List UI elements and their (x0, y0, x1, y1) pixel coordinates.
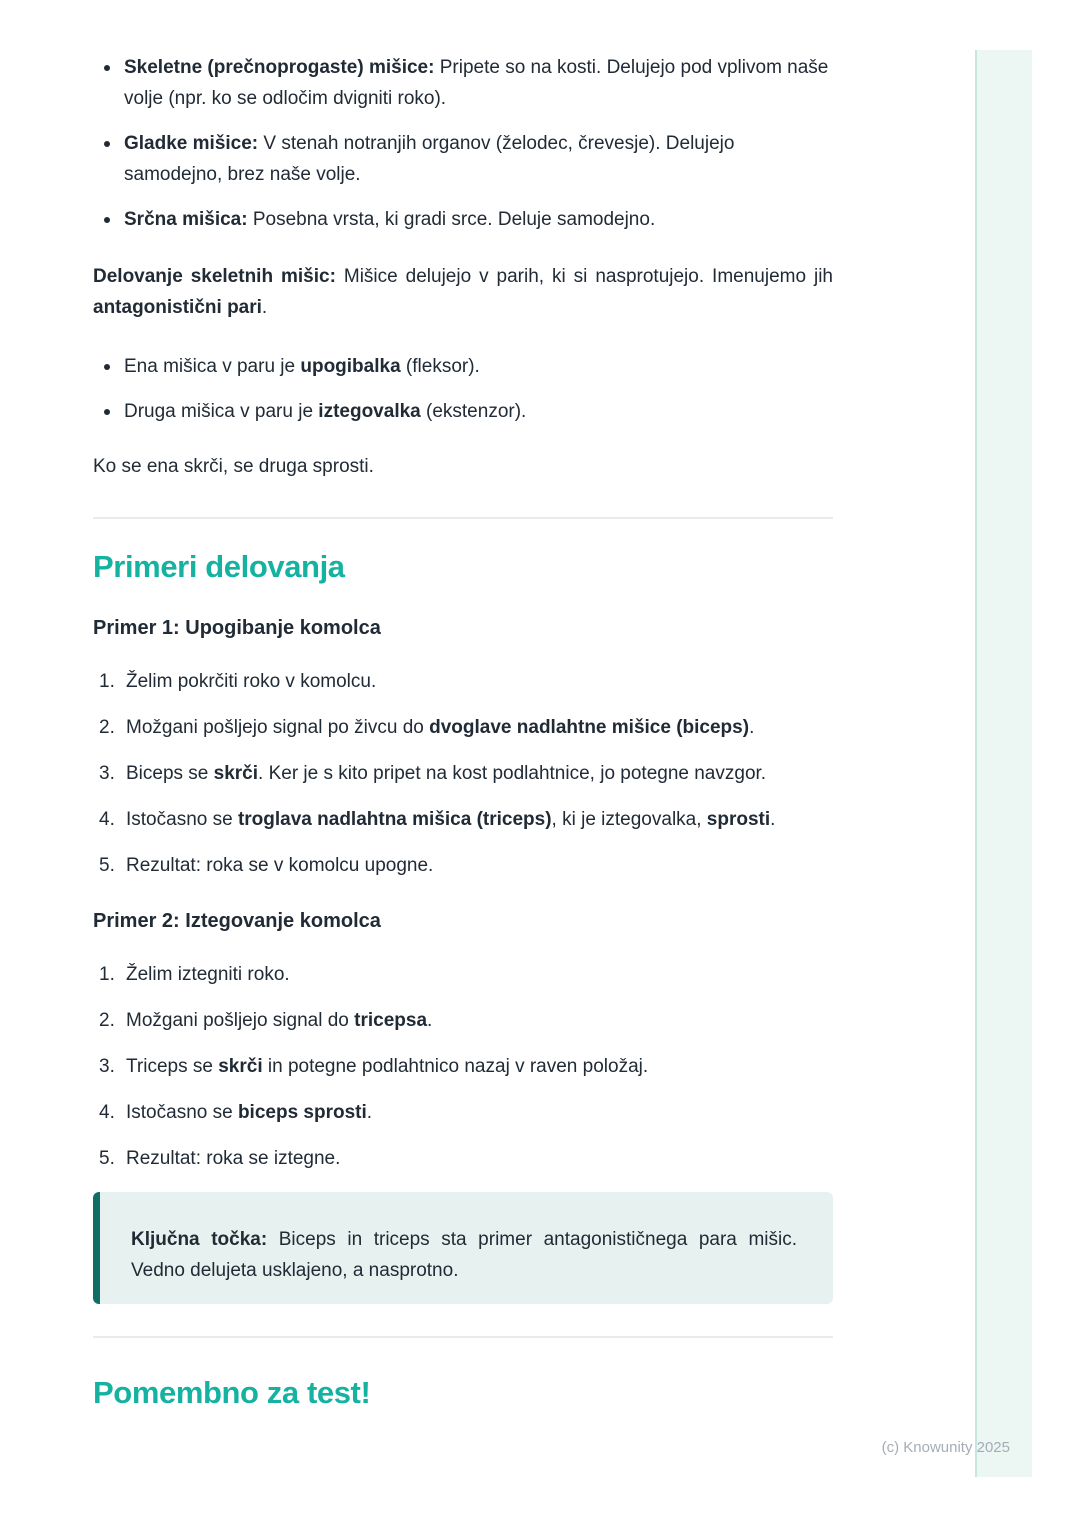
step-item (93, 712, 833, 743)
example2-steps (93, 959, 833, 1174)
list-item-smooth-muscles (93, 128, 833, 190)
step-text: Želim pokrčiti roko v komolcu. (126, 671, 377, 692)
section-title-examples: Primeri delovanja (93, 549, 345, 584)
section-divider (93, 1336, 833, 1338)
list-item-skeletal-muscles (93, 52, 833, 114)
key-point-callout (93, 1192, 833, 1304)
muscle-types-list (93, 52, 833, 235)
step-text: Rezultat: roka se v komolcu upogne. (126, 855, 434, 876)
page-edge-accent-bar (975, 50, 1032, 1477)
step-item (93, 1051, 833, 1082)
list-item-extensor (93, 396, 833, 427)
step-text: Želim iztegniti roko. (126, 964, 290, 985)
section-title-test: Pomembno za test! (93, 1375, 371, 1410)
step-text: Istočasno se biceps sprosti. (126, 1102, 373, 1123)
example1-steps (93, 666, 833, 881)
closing-line: Ko se ena skrči, se druga sprosti. (93, 456, 374, 477)
document-content (93, 0, 833, 1414)
list-item-text: Ena mišica v paru je upogibalka (fleksor). (124, 356, 480, 377)
step-text: Istočasno se troglava nadlahtna mišica (triceps), ki je iztegovalka, sprosti. (126, 809, 776, 830)
step-item (93, 1143, 833, 1174)
step-item (93, 1005, 833, 1036)
list-item-text: Skeletne (prečnoprogaste) mišice: Pripete so na kosti. Delujejo pod vplivom naše volje (npr. ko se odločim dvigniti roko). (124, 57, 829, 109)
step-item (93, 804, 833, 835)
list-item-text: Srčna mišica: Posebna vrsta, ki gradi srce. Deluje samodejno. (124, 209, 656, 230)
step-item (93, 1097, 833, 1128)
section-divider (93, 517, 833, 519)
step-item (93, 666, 833, 697)
example2-title: Primer 2: Iztegovanje komolca (93, 910, 381, 932)
step-item (93, 850, 833, 881)
step-item (93, 959, 833, 990)
step-item (93, 758, 833, 789)
step-text: Triceps se skrči in potegne podlahtnico nazaj v raven položaj. (126, 1056, 649, 1077)
example1-title: Primer 1: Upogibanje komolca (93, 617, 381, 639)
list-item-text: Druga mišica v paru je iztegovalka (ekstenzor). (124, 401, 527, 422)
step-text: Rezultat: roka se iztegne. (126, 1148, 341, 1169)
key-point-text: Ključna točka: Biceps in triceps sta primer antagonističnega para mišic. Vedno delujeta usklajeno, a nasprotno. (131, 1229, 797, 1281)
copyright-watermark: (c) Knowunity 2025 (881, 1439, 1010, 1456)
paragraph-antagonistic-pairs: Delovanje skeletnih mišic: Mišice delujejo v parih, ki si nasprotujejo. Imenujemo jih antagonistični pari. (93, 266, 833, 318)
step-text: Biceps se skrči. Ker je s kito pripet na kost podlahtnice, jo potegne navzgor. (126, 763, 767, 784)
step-text: Možgani pošljejo signal do tricepsa. (126, 1010, 433, 1031)
step-text: Možgani pošljejo signal po živcu do dvoglave nadlahtne mišice (biceps). (126, 717, 755, 738)
list-item-cardiac-muscle (93, 204, 833, 235)
list-item-text: Gladke mišice: V stenah notranjih organov (želodec, črevesje). Delujejo samodejno, brez naše volje. (124, 133, 735, 185)
list-item-flexor (93, 351, 833, 382)
pair-roles-list (93, 351, 833, 427)
